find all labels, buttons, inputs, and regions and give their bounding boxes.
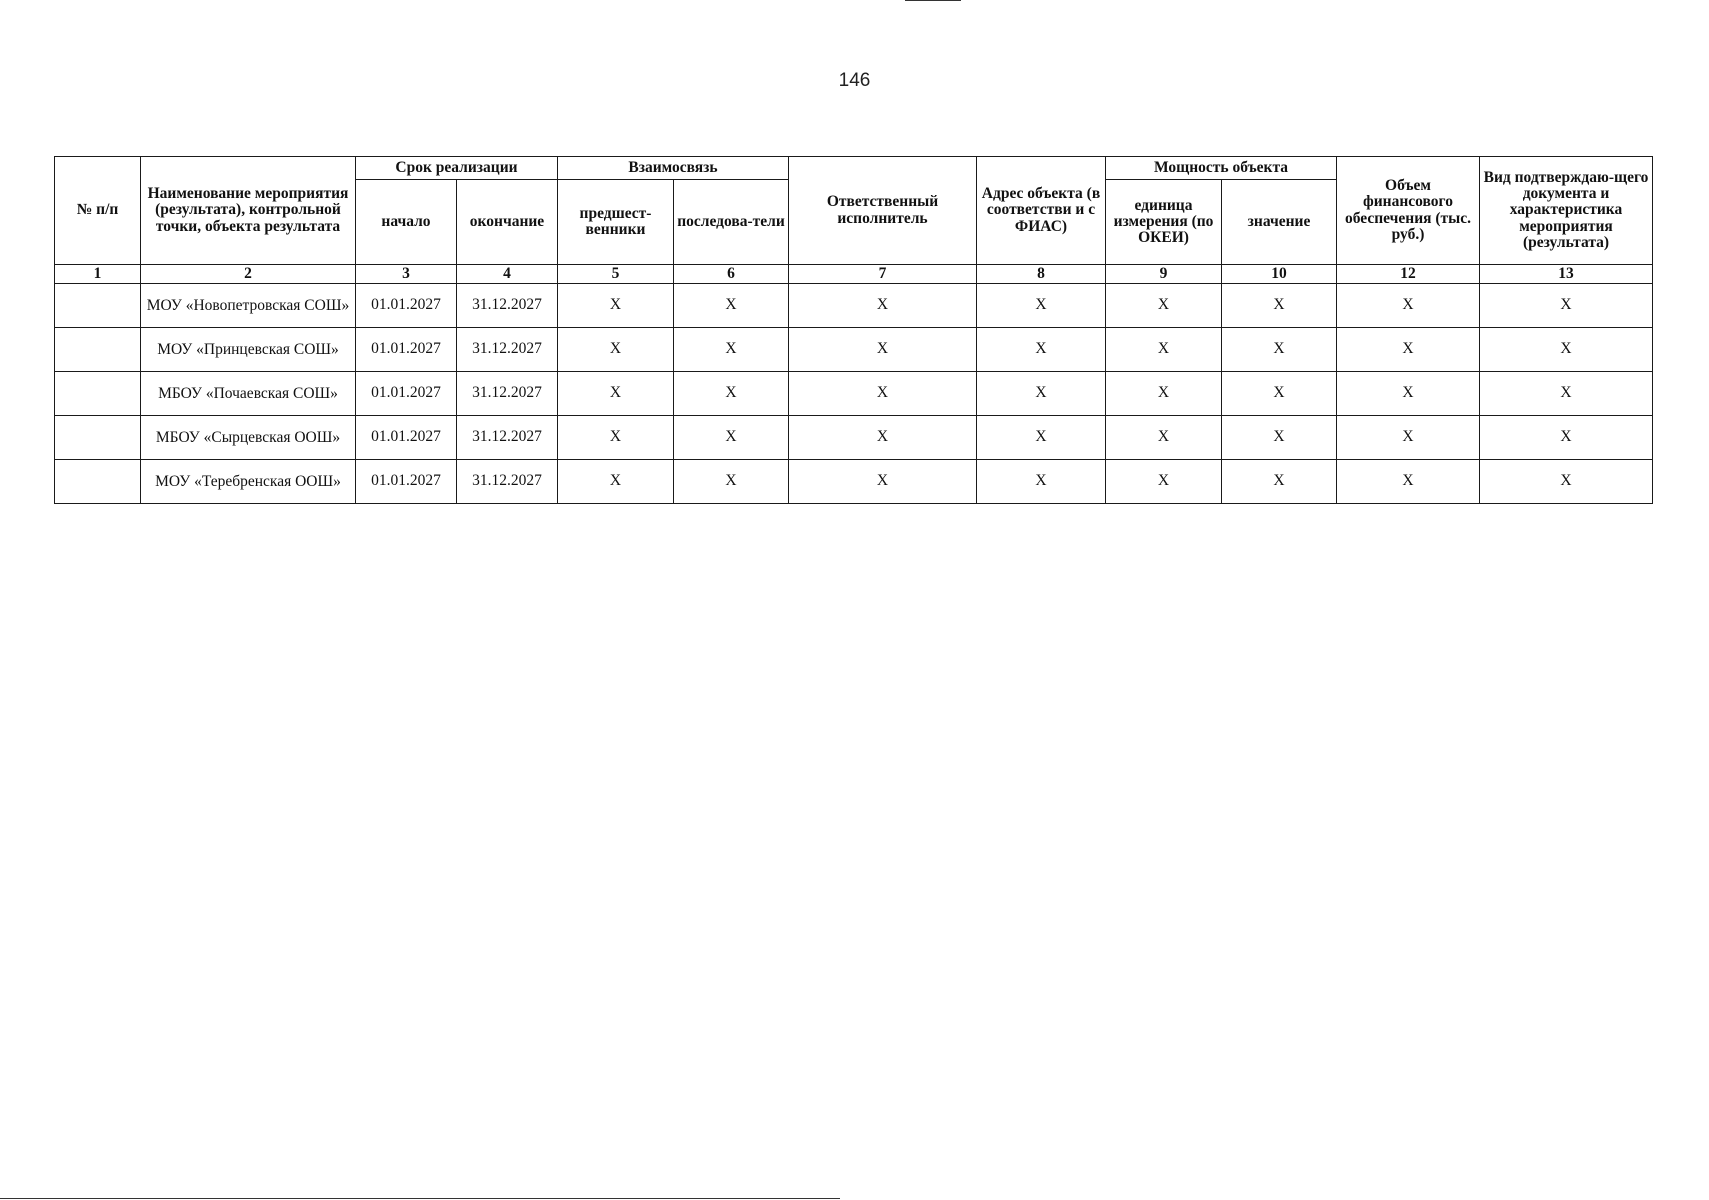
cell-unit: X [1106, 284, 1222, 328]
cell-doc: X [1480, 284, 1653, 328]
cell-end: 31.12.2027 [457, 460, 558, 504]
column-number: 7 [789, 265, 977, 284]
cell-start: 01.01.2027 [356, 284, 457, 328]
table-row [55, 284, 1653, 328]
page-number: 146 [838, 70, 871, 91]
cell-name: МБОУ «Почаевская СОШ» [141, 372, 356, 416]
column-number: 3 [356, 265, 457, 284]
table-body [55, 284, 1653, 504]
table-row [55, 460, 1653, 504]
header-relation-prev: предшест-венники [558, 180, 674, 265]
cell-name: МОУ «Новопетровская СОШ» [141, 284, 356, 328]
cell-executor: X [789, 328, 977, 372]
cell-end: 31.12.2027 [457, 328, 558, 372]
plan-table [54, 156, 1653, 504]
cell-value: X [1222, 328, 1337, 372]
scan-edge-top [905, 0, 961, 1]
cell-num [55, 460, 141, 504]
column-number: 2 [141, 265, 356, 284]
column-number: 8 [977, 265, 1106, 284]
cell-value: X [1222, 284, 1337, 328]
cell-next: X [674, 416, 789, 460]
cell-executor: X [789, 284, 977, 328]
cell-name: МОУ «Теребренская ООШ» [141, 460, 356, 504]
cell-finance: X [1337, 460, 1480, 504]
cell-start: 01.01.2027 [356, 416, 457, 460]
cell-num [55, 284, 141, 328]
cell-address: X [977, 460, 1106, 504]
cell-start: 01.01.2027 [356, 460, 457, 504]
cell-end: 31.12.2027 [457, 372, 558, 416]
cell-name: МОУ «Принцевская СОШ» [141, 328, 356, 372]
table-row [55, 372, 1653, 416]
cell-next: X [674, 460, 789, 504]
header-period-start: начало [356, 180, 457, 265]
column-number: 9 [1106, 265, 1222, 284]
cell-doc: X [1480, 416, 1653, 460]
cell-value: X [1222, 460, 1337, 504]
column-number: 10 [1222, 265, 1337, 284]
column-number: 13 [1480, 265, 1653, 284]
header-period: Срок реализации [356, 157, 558, 180]
cell-doc: X [1480, 372, 1653, 416]
cell-prev: X [558, 460, 674, 504]
header-capacity: Мощность объекта [1106, 157, 1337, 180]
cell-prev: X [558, 372, 674, 416]
cell-next: X [674, 284, 789, 328]
cell-address: X [977, 372, 1106, 416]
cell-executor: X [789, 460, 977, 504]
cell-unit: X [1106, 372, 1222, 416]
cell-unit: X [1106, 416, 1222, 460]
table-row [55, 416, 1653, 460]
table-header [55, 157, 1653, 284]
header-doc-type: Вид подтверждаю-щего документа и характеристика мероприятия (результата) [1480, 157, 1653, 265]
cell-num [55, 328, 141, 372]
cell-num [55, 416, 141, 460]
header-relation-next: последова-тели [674, 180, 789, 265]
column-number: 4 [457, 265, 558, 284]
cell-finance: X [1337, 284, 1480, 328]
cell-executor: X [789, 372, 977, 416]
cell-finance: X [1337, 372, 1480, 416]
cell-doc: X [1480, 328, 1653, 372]
scan-edge-bottom [0, 1198, 840, 1199]
cell-value: X [1222, 372, 1337, 416]
cell-num [55, 372, 141, 416]
table-row [55, 328, 1653, 372]
cell-prev: X [558, 328, 674, 372]
header-capacity-value: значение [1222, 180, 1337, 265]
cell-end: 31.12.2027 [457, 416, 558, 460]
header-executor: Ответственный исполнитель [789, 157, 977, 265]
cell-finance: X [1337, 416, 1480, 460]
column-number-row [55, 265, 1653, 284]
column-number: 1 [55, 265, 141, 284]
column-number: 5 [558, 265, 674, 284]
column-number: 6 [674, 265, 789, 284]
header-capacity-unit: единица измерения (по ОКЕИ) [1106, 180, 1222, 265]
header-address: Адрес объекта (в соответстви и с ФИАС) [977, 157, 1106, 265]
cell-finance: X [1337, 328, 1480, 372]
header-num: № п/п [55, 157, 141, 265]
header-finance: Объем финансового обеспечения (тыс. руб.) [1337, 157, 1480, 265]
column-number: 12 [1337, 265, 1480, 284]
cell-start: 01.01.2027 [356, 372, 457, 416]
cell-next: X [674, 372, 789, 416]
cell-doc: X [1480, 460, 1653, 504]
cell-name: МБОУ «Сырцевская ООШ» [141, 416, 356, 460]
cell-address: X [977, 328, 1106, 372]
cell-prev: X [558, 416, 674, 460]
cell-value: X [1222, 416, 1337, 460]
cell-executor: X [789, 416, 977, 460]
cell-unit: X [1106, 460, 1222, 504]
cell-next: X [674, 328, 789, 372]
cell-address: X [977, 284, 1106, 328]
header-name: Наименование мероприятия (результата), контрольной точки, объекта результата [141, 157, 356, 265]
cell-prev: X [558, 284, 674, 328]
cell-unit: X [1106, 328, 1222, 372]
cell-end: 31.12.2027 [457, 284, 558, 328]
header-relation: Взаимосвязь [558, 157, 789, 180]
cell-start: 01.01.2027 [356, 328, 457, 372]
header-period-end: окончание [457, 180, 558, 265]
cell-address: X [977, 416, 1106, 460]
